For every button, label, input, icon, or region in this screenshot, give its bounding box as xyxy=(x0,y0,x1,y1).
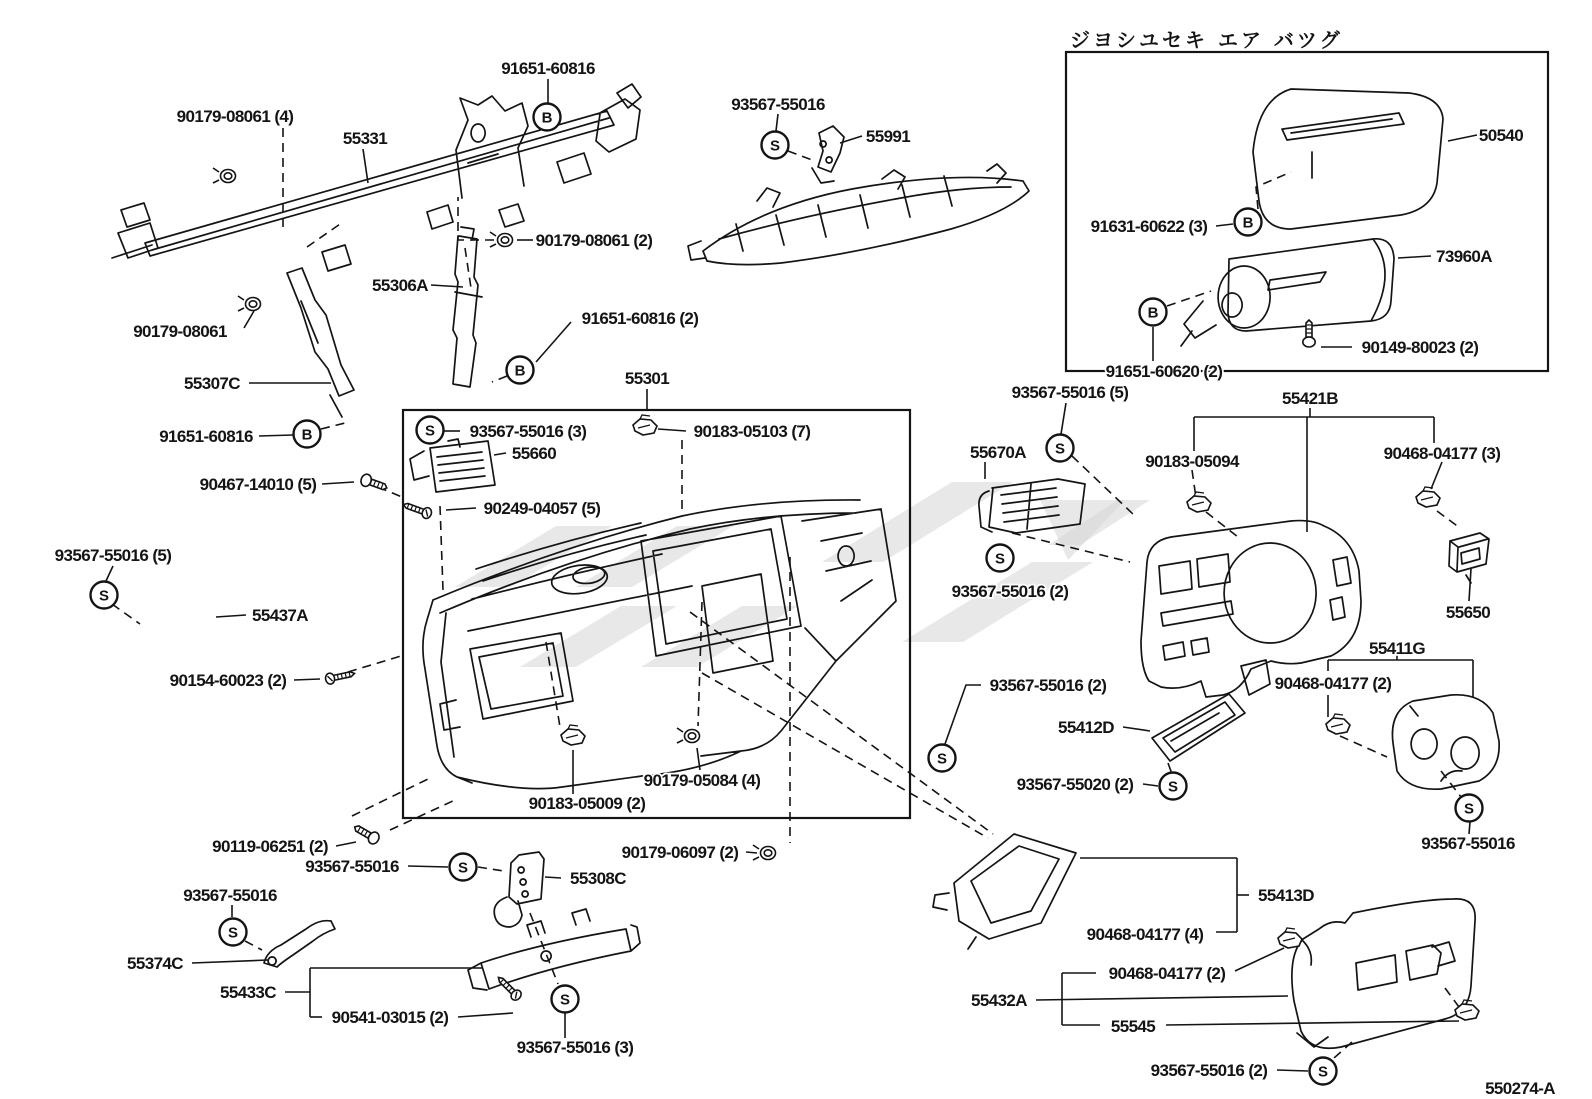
part-number-label[interactable]: 55331 xyxy=(342,128,388,148)
part-number-label[interactable]: 55307C xyxy=(184,373,240,393)
clip-icon xyxy=(561,725,585,745)
nut-icon xyxy=(213,168,236,183)
generated-diagram-root xyxy=(55,52,1548,1085)
part-number-label[interactable]: 91631-60622 (3) xyxy=(1090,216,1208,236)
part-number-label[interactable]: 93567-55016 (2) xyxy=(1150,1060,1268,1080)
part-number-label[interactable]: 55650 xyxy=(1445,602,1491,622)
dashed-leader-line xyxy=(1437,511,1460,528)
leader-line xyxy=(458,1013,513,1017)
part-number-label[interactable]: 90183-05094 xyxy=(1145,451,1239,471)
callout-letter: S xyxy=(98,587,110,605)
callout-letter: S xyxy=(457,859,469,877)
callout-circle-S[interactable] xyxy=(987,545,1014,572)
dashed-leader-line xyxy=(1206,512,1238,537)
part-number-label[interactable]: 55433C xyxy=(220,982,276,1002)
part-number-label[interactable]: 91651-60816 xyxy=(159,426,253,446)
part-number-label[interactable]: 55437A xyxy=(252,605,308,625)
airbag-section-title: ジヨシユセキ エア バツグ xyxy=(1070,28,1343,52)
leader-line xyxy=(1398,256,1431,258)
dashed-leader-line xyxy=(788,151,812,160)
dashed-leader-line xyxy=(1256,172,1291,209)
part-number-label[interactable]: 90154-60023 (2) xyxy=(169,670,287,690)
part-55432a-lower-cover xyxy=(1292,899,1475,1048)
callout-circle-B[interactable] xyxy=(507,357,534,384)
leader-line xyxy=(244,311,254,328)
part-number-label[interactable]: 55301 xyxy=(624,368,670,388)
part-number-label[interactable]: 90249-04057 (5) xyxy=(483,498,601,518)
callout-circle-B[interactable] xyxy=(294,421,321,448)
part-50540-airbag-cover xyxy=(1253,89,1443,229)
callout-circle-S[interactable] xyxy=(929,745,956,772)
callout-letter: S xyxy=(994,550,1006,568)
part-number-label[interactable]: 93567-55016 xyxy=(731,94,825,114)
dashed-leader-line xyxy=(352,779,428,816)
callout-letter: S xyxy=(1463,800,1475,818)
callout-circle-B[interactable] xyxy=(1140,299,1167,326)
callout-circle-B[interactable] xyxy=(534,104,561,131)
leader-line xyxy=(1036,996,1288,1000)
leader-line xyxy=(1235,948,1284,971)
dashed-leader-line xyxy=(112,604,140,624)
dashed-leader-line xyxy=(465,248,471,288)
part-number-label[interactable]: 93567-55016 (3) xyxy=(516,1037,634,1057)
callout-circle-S[interactable] xyxy=(762,132,789,159)
part-number-label[interactable]: 93567-55016 xyxy=(1421,833,1515,853)
part-55413d-bezel xyxy=(933,834,1076,949)
drawing-number: 550274-A xyxy=(1485,1078,1555,1098)
callout-letter: S xyxy=(1317,1063,1329,1081)
leader-line xyxy=(1469,822,1470,834)
leader-line xyxy=(746,852,757,853)
callout-letter: B xyxy=(514,362,526,380)
part-number-label[interactable]: 93567-55016 (5) xyxy=(1011,382,1129,402)
nut-icon xyxy=(238,296,261,311)
callout-circle-S[interactable] xyxy=(417,417,444,444)
leader-line xyxy=(1123,727,1150,731)
leader-line xyxy=(322,482,354,484)
part-number-label[interactable]: 90183-05103 (7) xyxy=(693,421,811,441)
part-number-label[interactable]: 55411G xyxy=(1369,638,1425,658)
part-number-label[interactable]: 90541-03015 (2) xyxy=(331,1007,449,1027)
part-number-label[interactable]: 91651-60620 (2) xyxy=(1105,361,1223,381)
part-55306a-brace xyxy=(453,227,482,387)
part-number-label[interactable]: 93567-55016 (2) xyxy=(989,675,1107,695)
part-number-label[interactable]: 93567-55016 (3) xyxy=(469,421,587,441)
part-number-label[interactable]: 90179-08061 (4) xyxy=(176,106,294,126)
part-55411g-column-cover xyxy=(1392,695,1499,789)
part-number-label[interactable]: 90183-05009 (2) xyxy=(528,793,646,813)
part-number-label[interactable]: 93567-55016 xyxy=(183,885,277,905)
callout-circle-S[interactable] xyxy=(450,854,477,881)
clip-icon xyxy=(1278,928,1302,948)
callout-circle-S[interactable] xyxy=(1047,435,1074,462)
callout-circle-S[interactable] xyxy=(1456,795,1483,822)
part-number-label[interactable]: 55308C xyxy=(570,868,626,888)
callout-letter: S xyxy=(227,924,239,942)
leader-line xyxy=(446,508,476,510)
part-defroster-nozzle xyxy=(688,164,1029,265)
callout-letter: S xyxy=(1054,440,1066,458)
leader-line xyxy=(216,615,246,617)
part-number-label[interactable]: 91651-60816 (2) xyxy=(581,308,699,328)
leader-line xyxy=(363,149,368,183)
callout-letter: S xyxy=(936,750,948,768)
part-number-label[interactable]: 90149-80023 (2) xyxy=(1361,337,1479,357)
clip-icon xyxy=(1416,487,1440,507)
dashed-leader-line xyxy=(690,612,993,834)
leader-line xyxy=(776,114,778,131)
dashed-leader-line xyxy=(492,376,507,382)
screw-icon xyxy=(495,974,524,1003)
part-number-label[interactable]: 50540 xyxy=(1478,125,1524,145)
callout-circle-S[interactable] xyxy=(1310,1058,1337,1085)
leader-line xyxy=(1143,784,1158,786)
part-55307c-brace xyxy=(287,268,354,417)
screw-icon xyxy=(401,499,432,519)
part-number-label[interactable]: 93567-55016 (5) xyxy=(54,545,172,565)
part-number-label[interactable]: 91651-60816 xyxy=(501,58,595,78)
dashed-leader-line xyxy=(348,656,401,672)
dashed-leader-line xyxy=(307,222,343,247)
dashed-leader-line xyxy=(440,506,443,590)
dashed-leader-line xyxy=(478,867,504,871)
part-number-label[interactable]: 55545 xyxy=(1110,1016,1156,1036)
clip-icon xyxy=(1326,714,1350,734)
part-number-label[interactable]: 90468-04177 (2) xyxy=(1274,673,1392,693)
leader-line xyxy=(1166,1021,1459,1025)
part-number-label[interactable]: 93567-55020 (2) xyxy=(1016,774,1134,794)
part-55433c-reinforcement xyxy=(468,909,640,990)
part-55308c-bracket xyxy=(494,852,544,927)
bolt-icon xyxy=(1303,320,1315,347)
watermark-shape xyxy=(902,562,1093,642)
dashed-leader-line xyxy=(1445,988,1459,1007)
leader-line xyxy=(336,842,356,846)
callout-circle-S[interactable] xyxy=(552,986,579,1013)
leader-line xyxy=(106,566,113,581)
leader-line xyxy=(259,435,293,436)
callout-letter: B xyxy=(301,426,313,444)
part-number-label[interactable]: 55413D xyxy=(1258,885,1314,905)
clip-icon xyxy=(633,415,657,435)
leader-line xyxy=(1277,1070,1308,1071)
part-number-label[interactable]: 55660 xyxy=(511,443,557,463)
part-55991-bracket xyxy=(812,126,844,183)
part-number-label[interactable]: 55412D xyxy=(1058,717,1114,737)
part-number-label[interactable]: 90467-14010 (5) xyxy=(199,474,317,494)
leader-line xyxy=(1448,135,1477,141)
part-55660-vent xyxy=(410,439,495,492)
part-number-label[interactable]: 55421B xyxy=(1282,388,1338,408)
callout-letter: S xyxy=(424,422,436,440)
part-73960a-airbag-module xyxy=(1181,239,1394,346)
callout-letter: S xyxy=(1167,778,1179,796)
leader-line xyxy=(494,453,506,455)
part-number-label[interactable]: 90468-04177 (2) xyxy=(1108,963,1226,983)
part-55412d-pocket xyxy=(1152,694,1245,761)
leader-line xyxy=(945,685,981,744)
part-55374c-hook xyxy=(264,921,335,967)
dashed-leader-line xyxy=(458,197,494,240)
dashed-leader-line xyxy=(245,941,262,950)
part-number-label[interactable]: 90179-08061 (2) xyxy=(535,230,653,250)
dashed-leader-line xyxy=(1334,1042,1352,1058)
leader-line xyxy=(294,679,320,680)
leader-line xyxy=(192,960,268,963)
dashed-leader-line xyxy=(1167,291,1211,306)
callout-circle-S[interactable] xyxy=(220,919,247,946)
callout-letter: S xyxy=(769,137,781,155)
clip-icon xyxy=(1187,492,1211,512)
callout-circle-S[interactable] xyxy=(1160,773,1187,800)
leader-line xyxy=(1061,403,1066,434)
dashed-leader-line xyxy=(390,800,455,830)
part-number-label[interactable]: 90468-04177 (4) xyxy=(1086,924,1204,944)
leader-line xyxy=(1216,224,1233,226)
dashed-leader-line xyxy=(1340,736,1387,757)
part-number-label[interactable]: 90468-04177 (3) xyxy=(1383,443,1501,463)
leader-line xyxy=(545,877,561,878)
part-number-label[interactable]: 55374C xyxy=(127,953,183,973)
callout-letter: B xyxy=(1242,214,1254,232)
nut-icon xyxy=(677,728,700,743)
callout-circle-B[interactable] xyxy=(1235,209,1262,236)
leader-line xyxy=(536,322,571,362)
dashed-leader-line xyxy=(321,423,345,429)
callout-circle-S[interactable] xyxy=(91,582,118,609)
callout-letter: S xyxy=(559,991,571,1009)
leader-line xyxy=(1431,462,1442,489)
leader-line xyxy=(658,429,686,431)
part-number-label[interactable]: 93567-55016 (2) xyxy=(951,581,1069,601)
dashed-leader-line xyxy=(1441,771,1461,797)
part-55650-switch xyxy=(1449,533,1489,583)
leader-line xyxy=(1469,569,1471,601)
part-number-label[interactable]: 93567-55016 xyxy=(305,856,399,876)
part-number-label[interactable]: 55432A xyxy=(971,990,1027,1010)
part-number-label[interactable]: 55306A xyxy=(372,275,428,295)
leader-line xyxy=(408,866,448,867)
callout-letter: B xyxy=(1147,304,1159,322)
part-number-label[interactable]: 90179-05084 (4) xyxy=(643,770,761,790)
part-number-label[interactable]: 90119-06251 (2) xyxy=(212,836,328,856)
part-number-label[interactable]: 73960A xyxy=(1436,246,1492,266)
part-number-label[interactable]: 55991 xyxy=(865,126,911,146)
part-number-label[interactable]: 90179-08061 xyxy=(133,321,227,341)
part-number-label[interactable]: 55670A xyxy=(970,442,1026,462)
callout-letter: B xyxy=(541,109,553,127)
part-number-label[interactable]: 90179-06097 (2) xyxy=(621,842,739,862)
